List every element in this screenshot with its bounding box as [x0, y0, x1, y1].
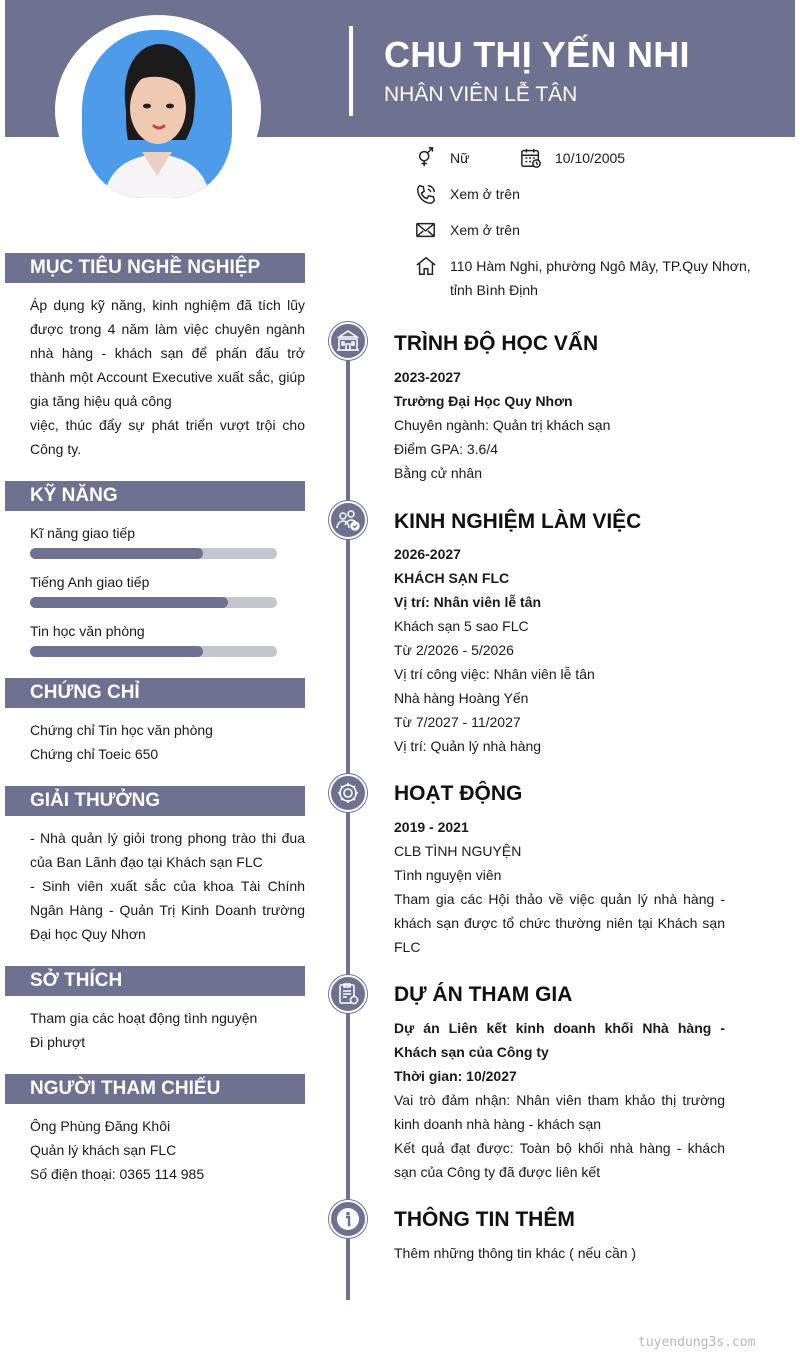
contact-phone[interactable]	[415, 182, 520, 206]
objective-heading: MỤC TIÊU NGHỀ NGHIỆP	[5, 253, 305, 283]
objective-para-1: Áp dụng kỹ năng, kinh nghiệm đã tích lũy được trong 4 năm làm việc chuyên ngành nhà hàng - khách sạn để phấn đấu trở thành một Account Executive xuất sắc, giúp gia tăng hiệu quả công	[30, 297, 305, 409]
skill-label-2: Tiếng Anh giao tiếp	[30, 574, 150, 590]
project-result: Kết quả đạt được: Toàn bộ khối nhà hàng - khách sạn của Công ty đã được liên kết	[394, 1140, 725, 1180]
skill-label-3: Tin học văn phòng	[30, 623, 145, 639]
reference-name: Ông Phùng Đăng Khôi	[30, 1118, 171, 1134]
award-item-2: - Sinh viên xuất sắc của khoa Tài Chính Ngân Hàng - Quản Trị Kinh Doanh trường Đại học Quy Nhơn	[30, 878, 305, 942]
education-gpa: Điểm GPA: 3.6/4	[394, 441, 499, 457]
skill-fill-1	[30, 548, 203, 559]
activities-period: 2019 - 2021	[394, 819, 469, 835]
reference-phone: Số điện thoại: 0365 114 985	[30, 1166, 205, 1182]
team-icon	[329, 501, 367, 539]
objective-para-2: việc, thúc đẩy sự phát triển vượt trội cho Công ty.	[30, 417, 305, 457]
avatar-photo	[82, 30, 232, 198]
education-degree: Bằng cử nhân	[394, 465, 482, 481]
phone-value: Xem ở trên	[450, 186, 520, 202]
address-line-1: 110 Hàm Nghi, phường Ngô Mây, TP.Quy Nhơn,	[450, 258, 751, 274]
gender-icon	[415, 147, 437, 169]
skills-heading: KỸ NĂNG	[5, 481, 305, 511]
home-icon	[415, 255, 437, 277]
experience-position: Vị trí: Nhân viên lễ tân	[394, 594, 542, 610]
project-role: Vai trò đảm nhận: Nhân viên tham khảo thị trường kinh doanh nhà hàng - khách sạn	[394, 1092, 725, 1132]
calendar-icon	[520, 147, 542, 169]
skill-label-1: Kĩ năng giao tiếp	[30, 525, 136, 541]
skill-fill-2	[30, 597, 228, 608]
birthday-value: 10/10/2005	[555, 150, 626, 166]
experience-line: Khách sạn 5 sao FLC	[394, 618, 529, 634]
hobby-item: Tham gia các hoạt động tình nguyện	[30, 1010, 258, 1026]
awards-heading: GIẢI THƯỞNG	[5, 786, 305, 816]
experience-line: Từ 2/2026 - 5/2026	[394, 642, 514, 658]
experience-company: KHÁCH SẠN FLC	[394, 570, 510, 586]
contact-address	[415, 254, 775, 302]
header-divider	[349, 26, 353, 116]
experience-line: Vị trí: Quản lý nhà hàng	[394, 738, 542, 754]
address-line-2: tỉnh Bình Định	[450, 282, 538, 298]
activities-desc: Tham gia các Hội thảo về việc quản lý nhà hàng - khách sạn được tổ chức thường niên tại Khách sạn FLC	[394, 891, 725, 955]
extra-heading: THÔNG TIN THÊM	[394, 1208, 575, 1231]
watermark: tuyendung3s.com	[638, 1335, 756, 1350]
skill-fill-3	[30, 646, 203, 657]
award-item-1: - Nhà quản lý giỏi trong phong trào thi đua của Ban Lãnh đạo tại Khách sạn FLC	[30, 830, 305, 870]
education-period: 2023-2027	[394, 369, 461, 385]
experience-line: Từ 7/2027 - 11/2027	[394, 714, 521, 730]
extra-text: Thêm những thông tin khác ( nếu cần )	[394, 1245, 637, 1261]
experience-line: Nhà hàng Hoàng Yến	[394, 690, 529, 706]
activities-club: CLB TÌNH NGUYỆN	[394, 843, 522, 859]
email-value: Xem ở trên	[450, 222, 520, 238]
education-heading: TRÌNH ĐỘ HỌC VẤN	[394, 332, 599, 355]
certificate-item: Chứng chỉ Tin học văn phòng	[30, 722, 213, 738]
experience-heading: KINH NGHIỆM LÀM VIỆC	[394, 510, 642, 533]
skill-bar-2	[30, 597, 277, 608]
certificates-heading: CHỨNG CHỈ	[5, 678, 305, 708]
contact-birthday	[520, 146, 625, 170]
project-time: Thời gian: 10/2027	[394, 1068, 517, 1084]
experience-line: Vị trí công việc: Nhân viên lễ tân	[394, 666, 595, 682]
certificate-item: Chứng chỉ Toeic 650	[30, 746, 159, 762]
education-school: Trường Đại Học Quy Nhơn	[394, 393, 573, 409]
hobby-item: Đi phượt	[30, 1034, 86, 1050]
education-major: Chuyên ngành: Quản trị khách sạn	[394, 417, 611, 433]
timeline-line	[346, 350, 350, 1300]
skill-bar-1	[30, 548, 277, 559]
candidate-title: NHÂN VIÊN LỄ TÂN	[384, 83, 578, 106]
info-icon	[329, 1200, 367, 1238]
project-name: Dự án Liên kết kinh doanh khối Nhà hàng - Khách sạn của Công ty	[394, 1020, 725, 1060]
candidate-name: CHU THỊ YẾN NHI	[384, 34, 690, 75]
contact-gender	[415, 146, 469, 170]
hobbies-heading: SỞ THÍCH	[5, 966, 305, 996]
gear-icon	[329, 774, 367, 812]
phone-icon	[415, 183, 437, 205]
reference-heading: NGƯỜI THAM CHIẾU	[5, 1074, 305, 1104]
gender-value: Nữ	[450, 150, 470, 166]
activities-role: Tình nguyện viên	[394, 867, 502, 883]
experience-period: 2026-2027	[394, 546, 461, 562]
school-icon	[329, 322, 367, 360]
activities-heading: HOẠT ĐỘNG	[394, 782, 523, 805]
clipboard-icon	[329, 975, 367, 1013]
avatar	[82, 30, 232, 198]
projects-heading: DỰ ÁN THAM GIA	[394, 983, 573, 1006]
contact-email[interactable]	[415, 218, 520, 242]
reference-position: Quản lý khách sạn FLC	[30, 1142, 177, 1158]
skill-bar-3	[30, 646, 277, 657]
mail-icon	[415, 219, 437, 241]
